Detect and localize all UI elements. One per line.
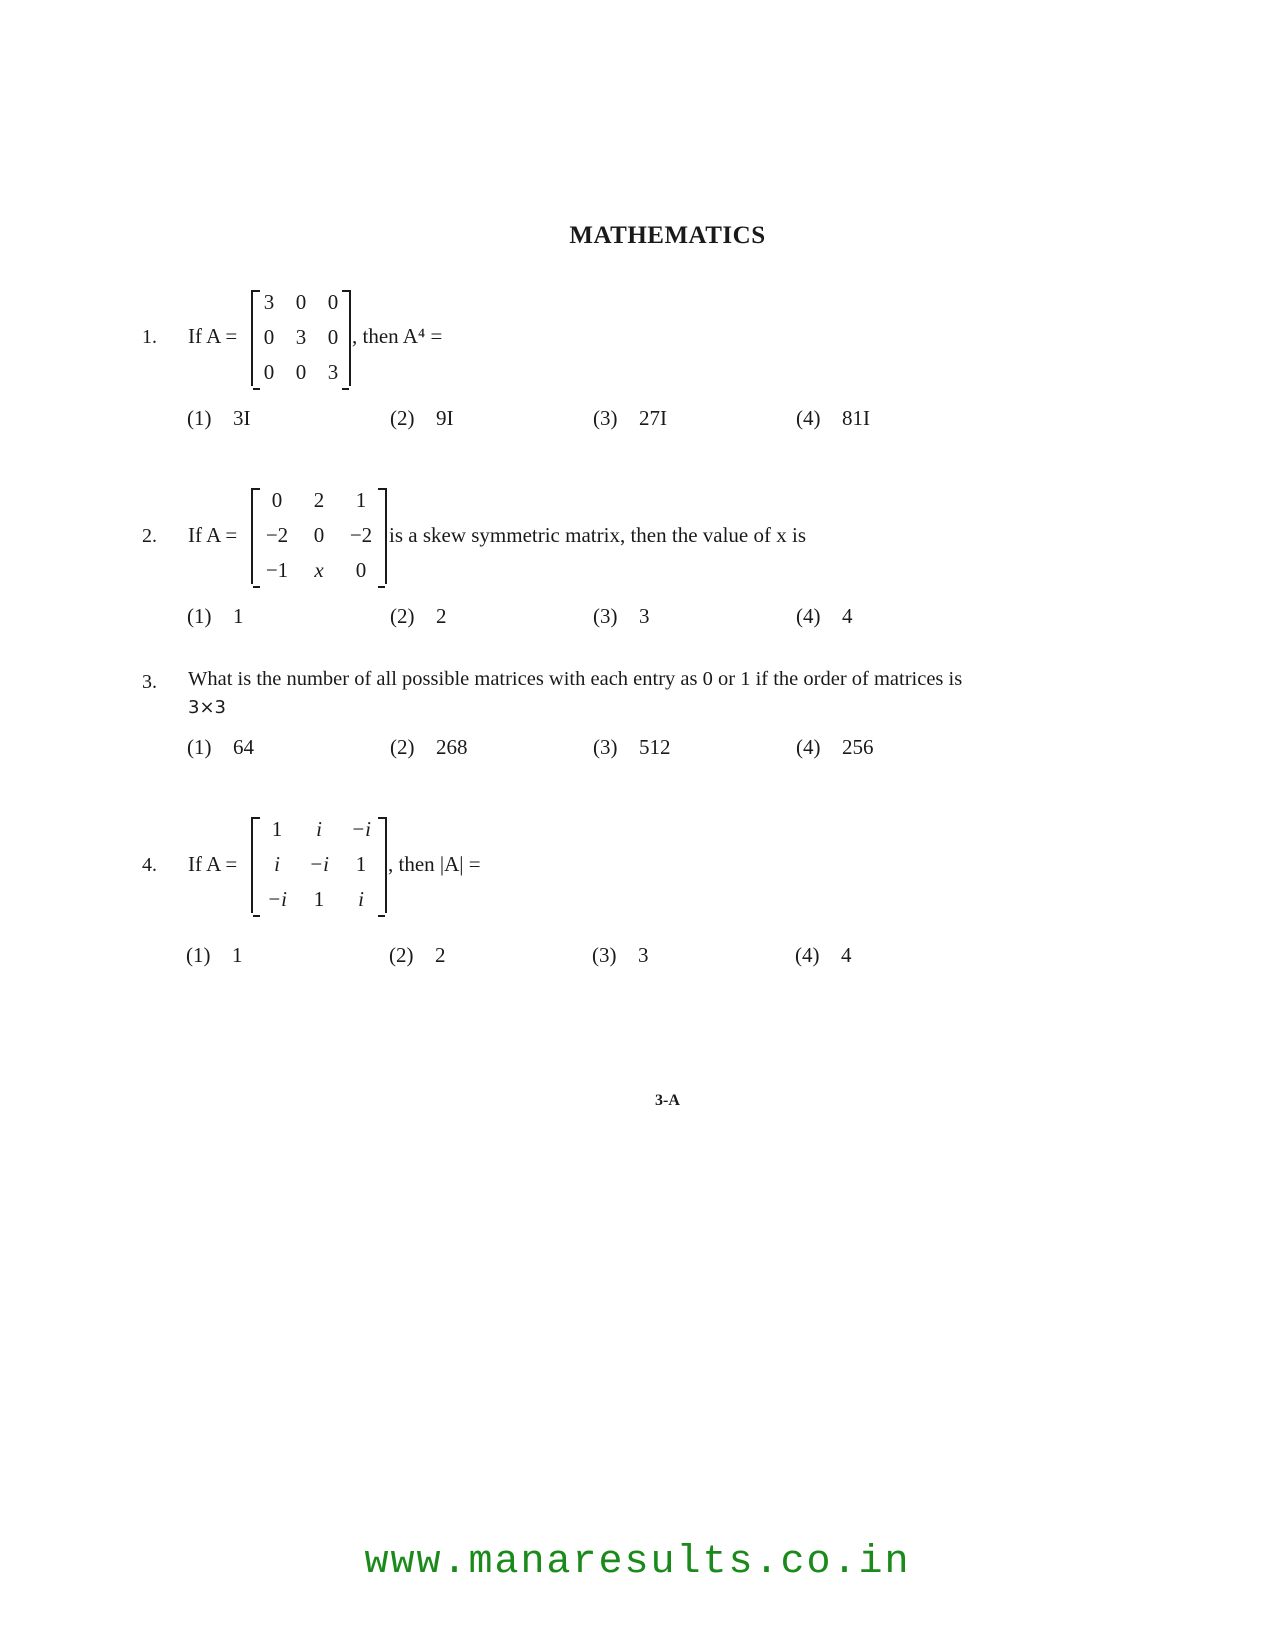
matrix-cell: 0 bbox=[295, 290, 307, 314]
option-4[interactable] bbox=[796, 406, 870, 431]
option-text: 268 bbox=[436, 735, 468, 759]
question-suffix: , then |A| = bbox=[388, 852, 481, 876]
website-watermark[interactable]: www.manaresults.co.in bbox=[364, 1540, 911, 1585]
matrix-cell: 3 bbox=[327, 360, 339, 384]
option-number: (2) bbox=[390, 406, 415, 430]
matrix-cell: 1 bbox=[355, 488, 367, 512]
option-2[interactable] bbox=[390, 735, 468, 760]
matrix-cell: 0 bbox=[295, 360, 307, 384]
matrix-cell: 1 bbox=[355, 852, 367, 876]
matrix-cell: −2 bbox=[265, 523, 289, 547]
matrix-cell: −2 bbox=[349, 523, 373, 547]
matrix-cell: 0 bbox=[263, 325, 275, 349]
option-text: 4 bbox=[842, 604, 853, 628]
option-number: (1) bbox=[187, 406, 212, 430]
option-4[interactable] bbox=[795, 943, 852, 968]
option-1[interactable] bbox=[187, 406, 251, 431]
option-number: (3) bbox=[593, 406, 618, 430]
question-suffix: , then A⁴ = bbox=[352, 324, 443, 348]
option-number: (4) bbox=[796, 406, 821, 430]
matrix-cell: 3 bbox=[263, 290, 275, 314]
matrix-cell: −i bbox=[350, 817, 371, 841]
option-1[interactable] bbox=[187, 735, 254, 760]
question-number: 1. bbox=[142, 326, 157, 348]
option-3[interactable] bbox=[592, 943, 649, 968]
matrix-cell: 1 bbox=[313, 887, 325, 911]
matrix-cell: 0 bbox=[263, 360, 275, 384]
matrix-cell: −1 bbox=[265, 558, 289, 582]
option-text: 512 bbox=[639, 735, 671, 759]
matrix-cell: 0 bbox=[355, 558, 367, 582]
option-text: 3 bbox=[639, 604, 650, 628]
option-number: (4) bbox=[795, 943, 820, 967]
option-number: (4) bbox=[796, 735, 821, 759]
matrix-cell: −i bbox=[266, 887, 287, 911]
matrix-cell: i bbox=[358, 887, 364, 911]
option-3[interactable] bbox=[593, 604, 650, 629]
option-3[interactable] bbox=[593, 406, 667, 431]
option-text: 3 bbox=[638, 943, 649, 967]
matrix bbox=[251, 817, 387, 913]
option-text: 27I bbox=[639, 406, 667, 430]
option-text: 256 bbox=[842, 735, 874, 759]
option-number: (3) bbox=[593, 735, 618, 759]
option-text: 4 bbox=[841, 943, 852, 967]
option-number: (2) bbox=[390, 735, 415, 759]
option-number: (4) bbox=[796, 604, 821, 628]
option-2[interactable] bbox=[389, 943, 446, 968]
question-number: 3. bbox=[142, 671, 157, 693]
option-text: 1 bbox=[233, 604, 244, 628]
option-number: (3) bbox=[592, 943, 617, 967]
matrix-cell: i bbox=[316, 817, 322, 841]
option-text: 64 bbox=[233, 735, 254, 759]
matrix-cell: −i bbox=[308, 852, 329, 876]
option-4[interactable] bbox=[796, 735, 874, 760]
question-number: 2. bbox=[142, 525, 157, 547]
option-number: (1) bbox=[187, 735, 212, 759]
option-number: (1) bbox=[187, 604, 212, 628]
matrix-cell: 3 bbox=[295, 325, 307, 349]
option-text: 1 bbox=[232, 943, 243, 967]
matrix-cell: i bbox=[274, 852, 280, 876]
matrix-cell: 0 bbox=[313, 523, 325, 547]
matrix-cell: 0 bbox=[327, 325, 339, 349]
matrix bbox=[251, 488, 387, 584]
matrix-cell: 1 bbox=[271, 817, 283, 841]
option-number: (1) bbox=[186, 943, 211, 967]
question-prefix: If A = bbox=[188, 523, 238, 547]
option-1[interactable] bbox=[186, 943, 243, 968]
matrix bbox=[251, 290, 351, 386]
question-number: 4. bbox=[142, 854, 157, 876]
option-text: 3I bbox=[233, 406, 251, 430]
option-text: 2 bbox=[436, 604, 447, 628]
question-text: What is the number of all possible matrices with each entry as 0 or 1 if the order of matrices is bbox=[188, 668, 963, 690]
option-number: (3) bbox=[593, 604, 618, 628]
option-4[interactable] bbox=[796, 604, 853, 629]
option-text: 2 bbox=[435, 943, 446, 967]
option-number: (2) bbox=[389, 943, 414, 967]
question-prefix: If A = bbox=[188, 852, 238, 876]
option-2[interactable] bbox=[390, 406, 454, 431]
question-prefix: If A = bbox=[188, 324, 238, 348]
question-suffix: is a skew symmetric matrix, then the value of x is bbox=[389, 523, 806, 547]
option-number: (2) bbox=[390, 604, 415, 628]
option-text: 81I bbox=[842, 406, 870, 430]
matrix-cell: x bbox=[314, 558, 324, 582]
matrix-cell: 0 bbox=[327, 290, 339, 314]
page-code: 3-A bbox=[655, 1092, 680, 1109]
matrix-cell: 0 bbox=[271, 488, 283, 512]
question-text-line2: 3×3 bbox=[188, 697, 226, 718]
option-text: 9I bbox=[436, 406, 454, 430]
option-2[interactable] bbox=[390, 604, 447, 629]
option-1[interactable] bbox=[187, 604, 244, 629]
matrix-cell: 2 bbox=[313, 488, 325, 512]
option-3[interactable] bbox=[593, 735, 671, 760]
page-title: MATHEMATICS bbox=[569, 222, 766, 249]
